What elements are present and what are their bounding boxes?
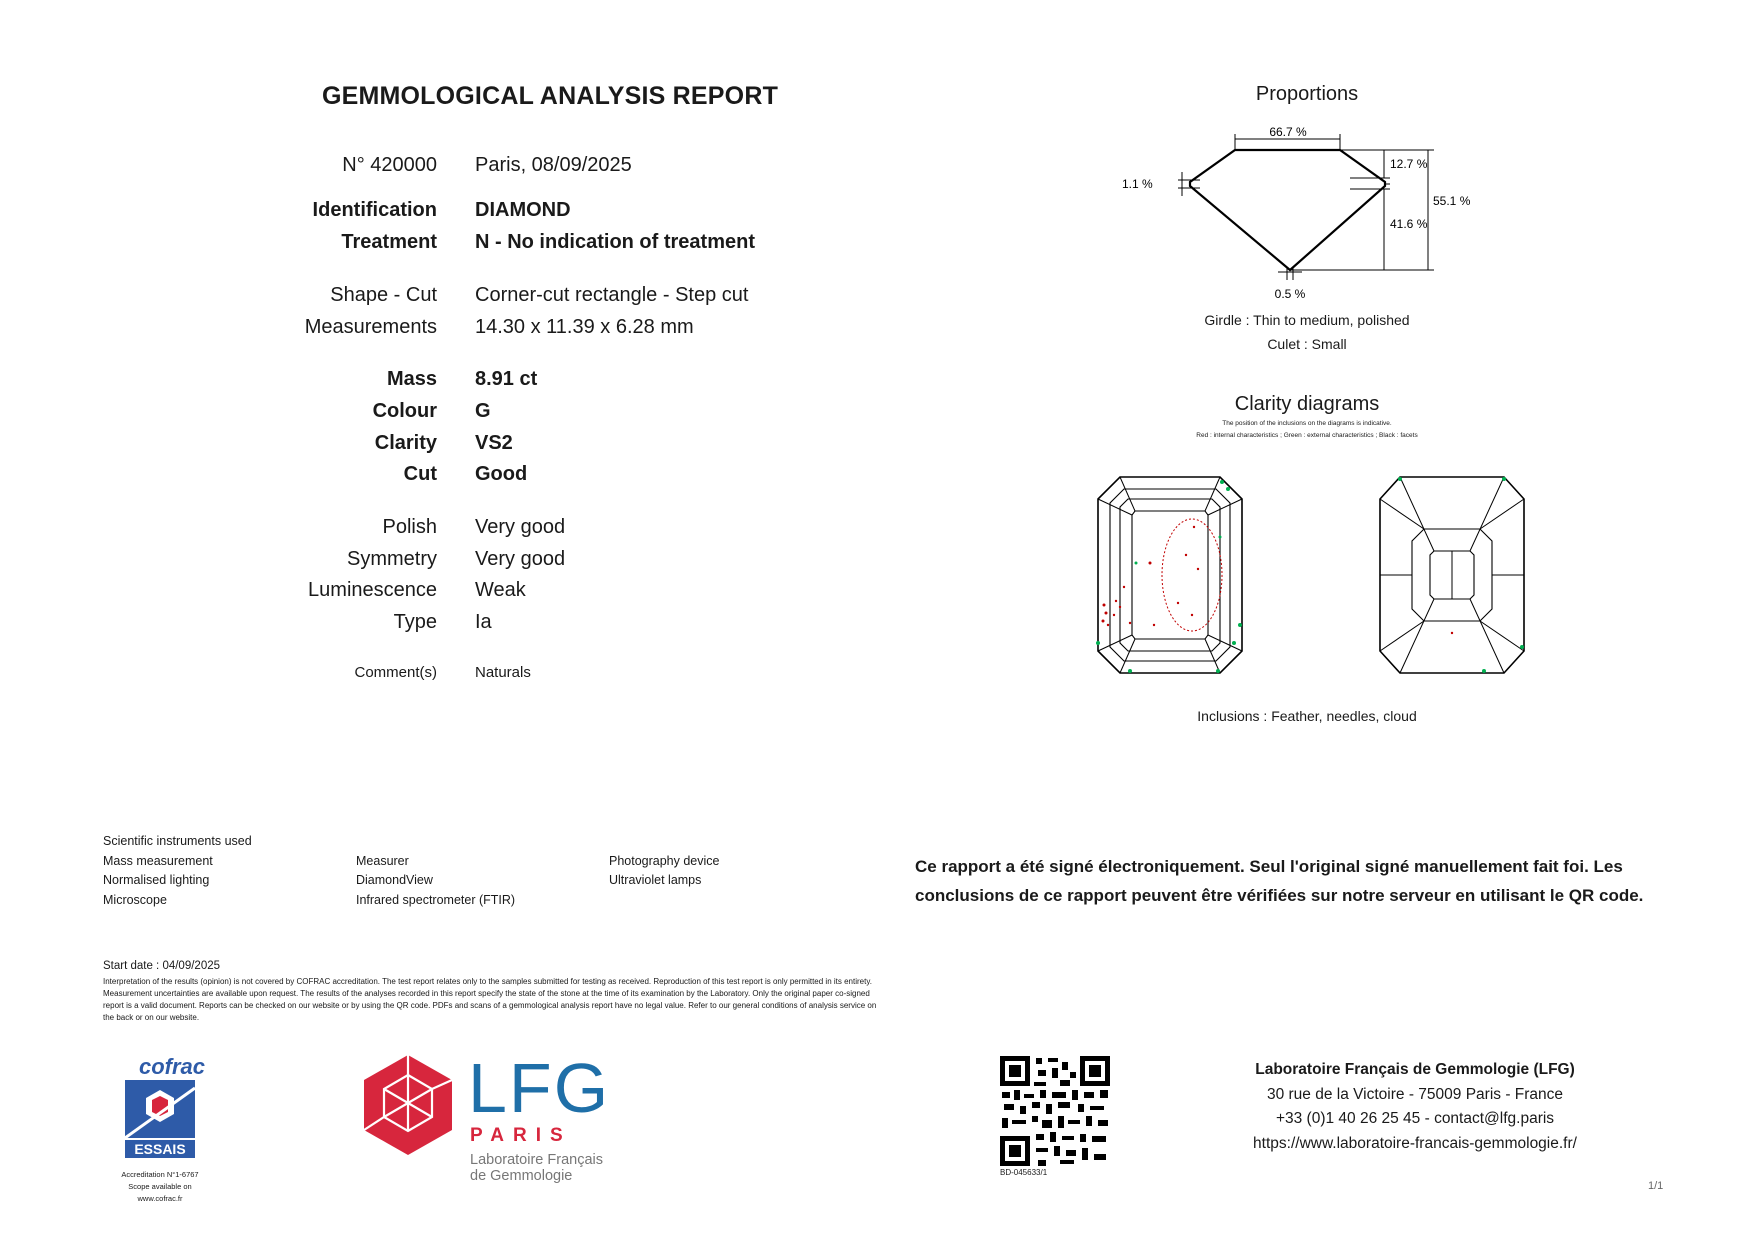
pavilion-depth-percent: 41.6 % xyxy=(1390,217,1428,231)
instrument-item: Infrared spectrometer (FTIR) xyxy=(356,893,516,907)
polish-label: Polish xyxy=(382,516,437,538)
cofrac-site: www.cofrac.fr xyxy=(137,1194,183,1203)
report-number: N° 420000 xyxy=(342,154,437,176)
clarity-value: VS2 xyxy=(475,432,513,454)
crown-height-percent: 12.7 % xyxy=(1390,157,1428,171)
report-place-date: Paris, 08/09/2025 xyxy=(475,154,632,176)
instrument-item: DiamondView xyxy=(356,873,433,887)
measurements-label: Measurements xyxy=(304,316,437,338)
instruments-heading: Scientific instruments used xyxy=(103,834,252,848)
luminescence-label: Luminescence xyxy=(308,579,437,601)
instrument-item: Measurer xyxy=(356,854,409,868)
signature-note: Ce rapport a été signé électroniquement. Seul l'original signé manuellement fait foi. Les conclusions de ce rapport peuvent être vérifiées sur notre serveur en utilisant le QR code. xyxy=(915,857,1644,905)
symmetry-label: Symmetry xyxy=(347,548,437,570)
cut-value: Good xyxy=(475,463,528,485)
instrument-item: Normalised lighting xyxy=(103,873,210,887)
qr-code-id: BD-045633/1 xyxy=(1000,1168,1048,1177)
instrument-item: Ultraviolet lamps xyxy=(609,873,702,887)
type-label: Type xyxy=(393,611,437,633)
clarity-crown-diagram xyxy=(1090,475,1250,680)
colour-value: G xyxy=(475,400,491,422)
lfg-line1: Laboratoire Français xyxy=(470,1152,603,1168)
lfg-logo xyxy=(362,1049,662,1193)
qr-code[interactable] xyxy=(1000,1056,1110,1166)
proportions-diagram xyxy=(1120,120,1471,310)
treatment-value: N - No indication of treatment xyxy=(475,231,755,253)
cofrac-emblem xyxy=(108,1052,236,1164)
cut-label: Cut xyxy=(403,463,437,485)
clarity-note-2: Red : internal characteristics ; Green : external characteristics ; Black : facets xyxy=(1196,432,1418,439)
luminescence-value: Weak xyxy=(475,579,526,601)
cofrac-wordmark: cofrac xyxy=(138,1054,206,1079)
lfg-gem-icon xyxy=(362,1053,454,1157)
report-title: GEMMOLOGICAL ANALYSIS REPORT xyxy=(321,82,779,110)
mass-label: Mass xyxy=(386,368,437,390)
colour-label: Colour xyxy=(372,400,437,422)
lab-website[interactable]: https://www.laboratoire-francais-gemmologie.fr/ xyxy=(1253,1134,1577,1152)
lab-address: 30 rue de la Victoire - 75009 Paris - France xyxy=(1266,1085,1564,1103)
identification-value: DIAMOND xyxy=(475,199,571,221)
clarity-label: Clarity xyxy=(374,432,437,454)
start-date: Start date : 04/09/2025 xyxy=(103,960,221,972)
instrument-item: Mass measurement xyxy=(103,854,213,868)
comments-value: Naturals xyxy=(475,664,531,681)
culet-size-percent: 0.5 % xyxy=(1274,287,1306,301)
cofrac-scope: Scope available on xyxy=(128,1182,192,1191)
lfg-line2: de Gemmologie xyxy=(470,1168,573,1184)
instrument-item: Photography device xyxy=(609,854,720,868)
proportions-title: Proportions xyxy=(1255,83,1359,105)
total-depth-percent: 55.1 % xyxy=(1433,194,1471,208)
culet-text: Culet : Small xyxy=(1267,336,1347,352)
table-percent: 66.7 % xyxy=(1269,125,1307,139)
lab-address-block xyxy=(1195,1058,1635,1156)
identification-label: Identification xyxy=(312,199,437,221)
shape-cut-label: Shape - Cut xyxy=(330,284,437,306)
mass-value: 8.91 ct xyxy=(475,368,538,390)
symmetry-value: Very good xyxy=(475,548,566,570)
measurements-value: 14.30 x 11.39 x 6.28 mm xyxy=(475,316,694,338)
cofrac-accreditation: Accreditation N°1-6767 xyxy=(121,1170,199,1179)
lab-name: Laboratoire Français de Gemmologie (LFG) xyxy=(1255,1061,1575,1078)
lfg-paris: PARIS xyxy=(470,1125,572,1146)
clarity-pavilion-diagram xyxy=(1372,475,1532,680)
type-value: Ia xyxy=(475,611,492,633)
treatment-label: Treatment xyxy=(341,231,437,253)
clarity-diagrams-title: Clarity diagrams xyxy=(1234,393,1380,415)
cofrac-logo xyxy=(108,1052,236,1205)
lab-contact: +33 (0)1 40 26 25 45 - contact@lfg.paris xyxy=(1275,1110,1555,1127)
cofrac-essais: ESSAIS xyxy=(134,1141,186,1157)
instrument-item: Microscope xyxy=(103,893,167,907)
girdle-text: Girdle : Thin to medium, polished xyxy=(1204,312,1410,328)
shape-cut-value: Corner-cut rectangle - Step cut xyxy=(475,284,749,306)
inclusions-text: Inclusions : Feather, needles, cloud xyxy=(1197,708,1417,724)
clarity-note-1: The position of the inclusions on the diagrams is indicative. xyxy=(1222,420,1392,427)
polish-value: Very good xyxy=(475,516,566,538)
disclaimer: Interpretation of the results (opinion) is not covered by COFRAC accreditation. The test report relates only to the samples submitted for testing as received. Reproduction of this test report is only permitted in its entirety. Measurement uncertainties are available upon request. The results of the analyses recorded in this report specify the state of the stone at the time of its examination by the Laboratory. Only the original paper co-signed report is a valid document. Reports can be checked on our website or by using the QR code. PDFs and scans of a gemmological analysis report have no legal value. Refer to our general conditions of analysis service on the back or on our website. xyxy=(103,977,877,1022)
page-number: 1/1 xyxy=(1648,1180,1664,1192)
comments-label: Comment(s) xyxy=(354,664,437,681)
girdle-thickness-percent: 1.1 % xyxy=(1122,177,1153,191)
lfg-wordmark: LFG xyxy=(468,1049,611,1127)
